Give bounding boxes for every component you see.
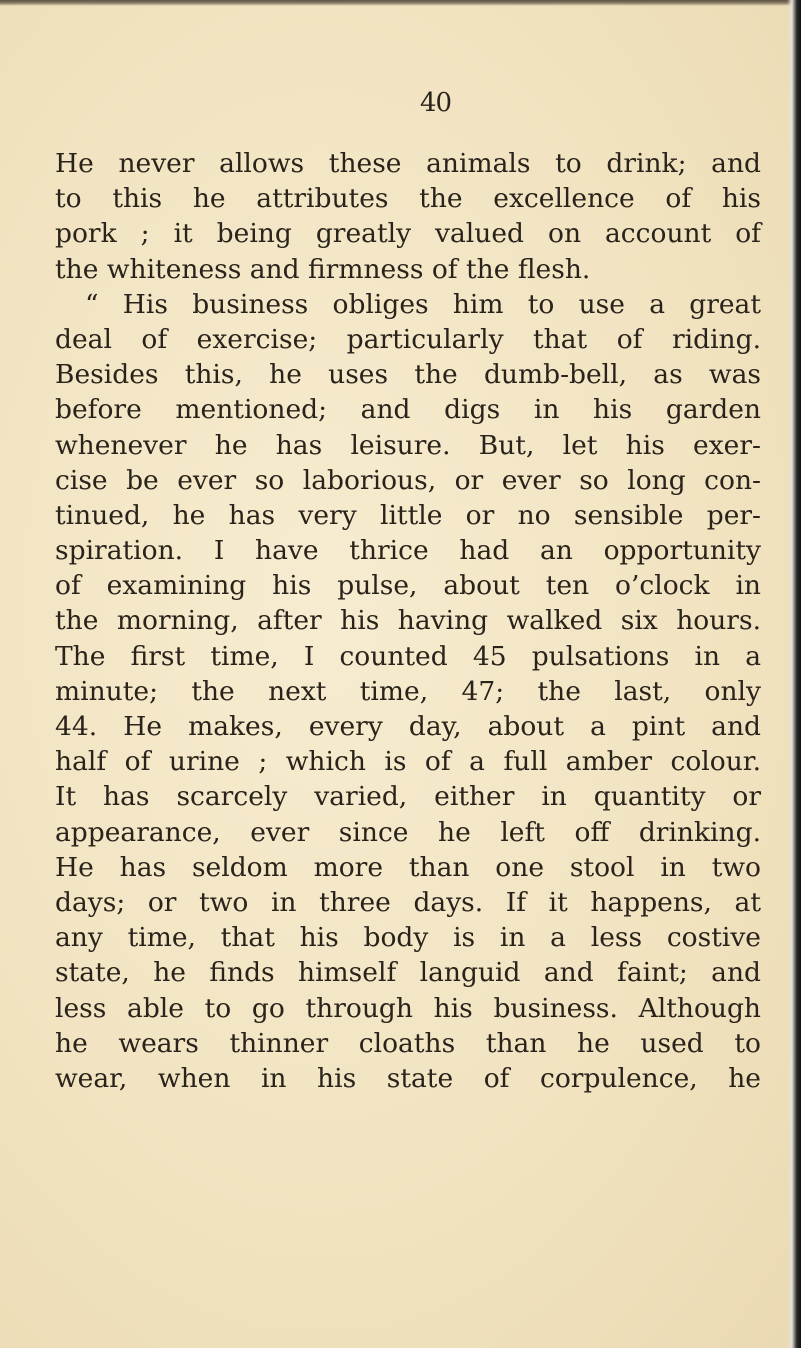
text-line: tinued, he has very little or no sensible per- <box>55 499 761 531</box>
text-line: before mentioned; and digs in his garden <box>55 394 761 426</box>
text-line: state, he finds himself languid and faint; and <box>55 957 761 989</box>
text-line: he wears thinner cloaths than he used to <box>55 1027 761 1059</box>
text-line: days; or two in three days. If it happens, at <box>55 886 761 918</box>
text-line: deal of exercise; particularly that of riding. <box>55 323 761 355</box>
text-line: half of urine ; which is of a full amber colour. <box>55 746 761 778</box>
text-line: “ His business obliges him to use a great <box>85 288 761 320</box>
text-line: the whiteness and firmness of the flesh. <box>55 253 591 285</box>
body-text <box>55 146 761 1096</box>
text-line: pork ; it being greatly valued on account of <box>55 218 761 250</box>
page-number: 40 <box>420 88 452 118</box>
text-line: appearance, ever since he left off drinking. <box>55 816 761 848</box>
text-line: cise be ever so laborious, or ever so long con- <box>55 464 761 496</box>
text-line: of examining his pulse, about ten o’clock in <box>55 570 761 602</box>
page-top-edge <box>0 0 801 6</box>
text-line: spiration. I have thrice had an opportunity <box>55 535 761 567</box>
text-line: Besides this, he uses the dumb-bell, as was <box>55 359 761 391</box>
text-line: He has seldom more than one stool in two <box>55 851 761 883</box>
text-line: any time, that his body is in a less costive <box>55 922 761 954</box>
text-line: to this he attributes the excellence of his <box>55 183 761 215</box>
page-binding-edge <box>787 0 801 1348</box>
text-line: It has scarcely varied, either in quantity or <box>55 781 761 813</box>
text-line: 44. He makes, every day, about a pint and <box>55 711 761 742</box>
text-line: wear, when in his state of corpulence, he <box>55 1062 761 1094</box>
text-line: whenever he has leisure. But, let his exer- <box>55 429 761 461</box>
text-line: He never allows these animals to drink; and <box>55 148 761 179</box>
text-line: the morning, after his having walked six hours. <box>55 605 761 637</box>
text-line: The first time, I counted 45 pulsations in a <box>55 640 761 672</box>
text-line: minute; the next time, 47; the last, only <box>55 675 761 707</box>
text-line: less able to go through his business. Although <box>55 992 761 1024</box>
